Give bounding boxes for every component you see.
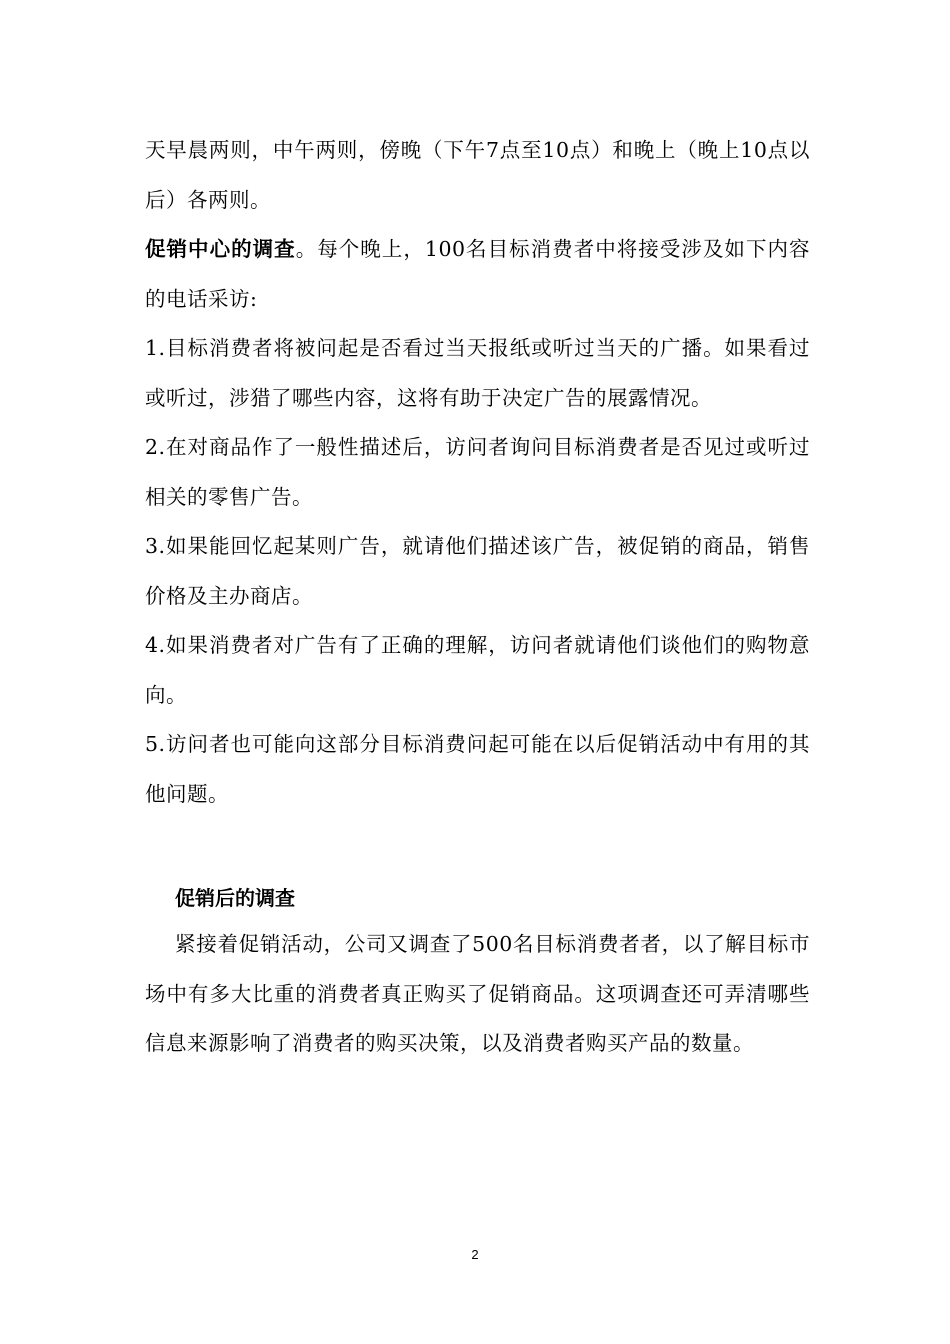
paragraph-promotion-center-survey	[145, 225, 810, 324]
list-item-2: 2.在对商品作了一般性描述后，访问者询问目标消费者是否见过或听过相关的零售广告。	[145, 435, 810, 509]
paragraph-broadcast-schedule: 天早晨两则，中午两则，傍晚（下午7点至10点）和晚上（晚上10点以后）各两则。	[145, 138, 810, 212]
paragraph-promotion-center-survey-text: 。每个晚上，100名目标消费者中将接受涉及如下内容的电话采访:	[145, 237, 810, 311]
list-item-4: 4.如果消费者对广告有了正确的理解，访问者就请他们谈他们的购物意向。	[145, 633, 810, 707]
list-item-1: 1.目标消费者将被问起是否看过当天报纸或听过当天的广播。如果看过或听过，涉猎了哪些内容，这将有助于决定广告的展露情况。	[145, 336, 810, 410]
page-number: 2	[471, 1247, 479, 1262]
list-item-5: 5.访问者也可能向这部分目标消费问起可能在以后促销活动中有用的其他问题。	[145, 732, 810, 806]
list-item-3: 3.如果能回忆起某则广告，就请他们描述该广告，被促销的商品，销售价格及主办商店。	[145, 534, 810, 608]
paragraph-post-promotion-survey: 紧接着促销活动，公司又调查了500名目标消费者者，以了解目标市场中有多大比重的消费者真正购买了促销商品。这项调查还可弄清哪些信息来源影响了消费者的购买决策，以及消费者购买产品的数量。	[145, 932, 810, 1055]
inline-heading-promotion-center-survey: 促销中心的调查	[145, 237, 296, 261]
section-heading-post-promotion-survey: 促销后的调查	[175, 886, 295, 910]
